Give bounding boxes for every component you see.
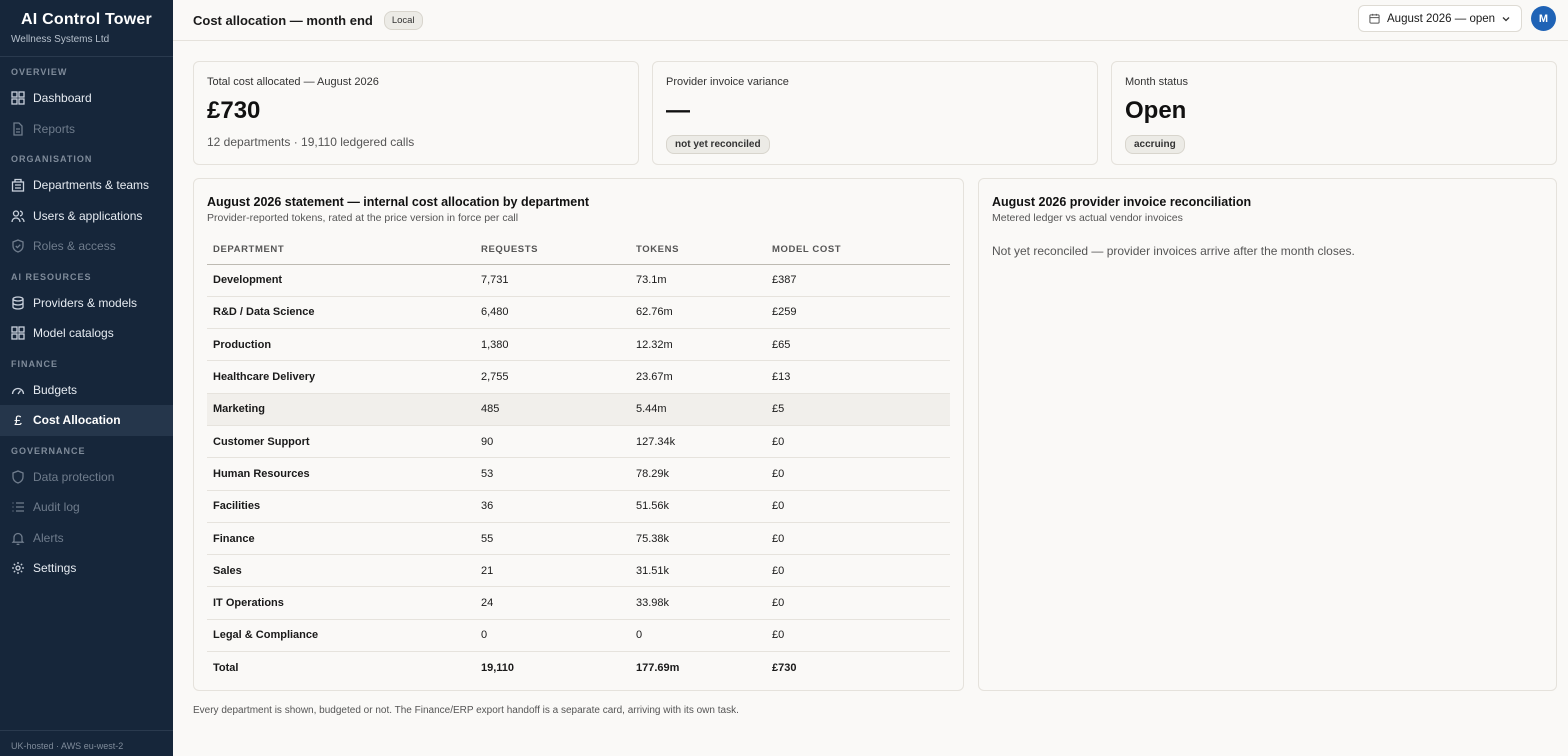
requests-cell: 53	[475, 458, 630, 490]
dept-cell: Finance	[207, 522, 475, 554]
period-select-value: August 2026 — open	[1387, 12, 1496, 25]
sidebar-item-roles[interactable]	[0, 231, 173, 262]
sidebar-item-label: Alerts	[33, 530, 64, 545]
table-total-row	[207, 652, 950, 684]
sidebar-item-data-protection[interactable]	[0, 462, 173, 493]
tokens-cell: 33.98k	[630, 587, 766, 619]
statement-subtitle: Provider-reported tokens, rated at the price version in force per call	[207, 212, 519, 224]
sidebar-item-cost-allocation[interactable]	[0, 405, 173, 436]
reconciliation-panel	[978, 178, 1557, 691]
database-icon	[11, 296, 25, 310]
table-row[interactable]	[207, 329, 950, 361]
gauge-icon	[11, 383, 25, 397]
footnote: Every department is shown, budgeted or not. The Finance/ERP export handoff is a separate card, arriving with its own task.	[193, 705, 739, 716]
sidebar-item-label: Providers & models	[33, 295, 138, 310]
kpi-label: Month status	[1125, 76, 1188, 88]
sidebar-item-settings[interactable]	[0, 553, 173, 584]
sidebar-item-departments[interactable]	[0, 170, 173, 201]
cost-cell: £13	[766, 361, 950, 393]
tokens-cell: 75.38k	[630, 522, 766, 554]
sidebar-item-providers[interactable]	[0, 288, 173, 319]
table-row[interactable]	[207, 555, 950, 587]
reconciliation-subtitle: Metered ledger vs actual vendor invoices	[992, 212, 1183, 224]
requests-cell: 36	[475, 490, 630, 522]
allocation-table	[207, 244, 950, 684]
status-badge: accruing	[1125, 135, 1185, 154]
total-cost: £730	[766, 652, 950, 684]
sidebar-item-label: Audit log	[33, 500, 80, 515]
table-row[interactable]	[207, 619, 950, 651]
kpi-label: Total cost allocated — August 2026	[207, 76, 379, 88]
cost-cell: £0	[766, 425, 950, 457]
sidebar-item-label: Settings	[33, 561, 77, 576]
sidebar-item-model-catalogs[interactable]	[0, 318, 173, 349]
sidebar	[0, 0, 173, 756]
avatar[interactable]: M	[1531, 6, 1556, 31]
kpi-value: —	[666, 97, 690, 124]
organisation-name: Wellness Systems Ltd	[11, 34, 110, 45]
requests-cell: 0	[475, 619, 630, 651]
shield-check-icon	[11, 239, 25, 253]
cost-cell: £65	[766, 329, 950, 361]
status-badge: not yet reconciled	[666, 135, 770, 154]
grid-icon	[11, 326, 25, 340]
month-status-card	[1111, 61, 1557, 165]
period-select[interactable]	[1358, 5, 1522, 32]
cost-cell: £0	[766, 555, 950, 587]
table-body	[207, 264, 950, 652]
sidebar-item-label: Reports	[33, 121, 76, 136]
sidebar-item-alerts[interactable]	[0, 523, 173, 554]
shield-icon	[11, 470, 25, 484]
cost-cell: £5	[766, 393, 950, 425]
sidebar-item-label: Roles & access	[33, 239, 116, 254]
nav-section-overview: OVERVIEW	[11, 67, 68, 77]
nav-section-finance: FINANCE	[11, 358, 58, 369]
document-icon	[11, 122, 25, 136]
tokens-cell: 78.29k	[630, 458, 766, 490]
page-title: Cost allocation — month end	[193, 12, 373, 28]
nav-section-organisation: ORGANISATION	[11, 154, 93, 164]
table-row[interactable]	[207, 361, 950, 393]
sidebar-item-label: Users & applications	[33, 208, 143, 223]
dept-cell: Facilities	[207, 490, 475, 522]
requests-cell: 6,480	[475, 296, 630, 328]
sidebar-item-budgets[interactable]	[0, 375, 173, 406]
bell-icon	[11, 531, 25, 545]
dept-cell: R&D / Data Science	[207, 296, 475, 328]
table-header-row	[207, 244, 950, 264]
total-cost-card	[193, 61, 639, 165]
gear-icon	[11, 561, 25, 575]
cost-cell: £0	[766, 619, 950, 651]
sidebar-item-label: Budgets	[33, 382, 78, 397]
hosting-info: UK-hosted · AWS eu-west-2	[0, 730, 173, 756]
dept-cell: Development	[207, 264, 475, 296]
tokens-cell: 31.51k	[630, 555, 766, 587]
kpi-subtext: 12 departments · 19,110 ledgered calls	[207, 135, 415, 149]
requests-cell: 485	[475, 393, 630, 425]
requests-cell: 21	[475, 555, 630, 587]
table-row[interactable]	[207, 490, 950, 522]
building-icon	[11, 178, 25, 192]
tokens-cell: 5.44m	[630, 393, 766, 425]
invoice-variance-card	[652, 61, 1098, 165]
dept-cell: Sales	[207, 555, 475, 587]
column-header-department[interactable]: DEPARTMENT	[207, 244, 475, 264]
table-row[interactable]	[207, 522, 950, 554]
sidebar-item-label: Cost Allocation	[33, 413, 121, 428]
sidebar-item-reports[interactable]	[0, 114, 173, 145]
dept-cell: Production	[207, 329, 475, 361]
table-row[interactable]	[207, 587, 950, 619]
list-icon	[11, 500, 25, 514]
sidebar-item-label: Dashboard	[33, 91, 92, 106]
nav-section-ai-resources: AI RESOURCES	[11, 271, 92, 282]
requests-cell: 1,380	[475, 329, 630, 361]
cost-cell: £0	[766, 458, 950, 490]
kpi-label: Provider invoice variance	[666, 76, 789, 88]
table-row[interactable]	[207, 425, 950, 457]
total-label: Total	[207, 652, 475, 684]
dept-cell: Marketing	[207, 393, 475, 425]
column-header-tokens[interactable]: TOKENS	[630, 244, 766, 264]
cost-cell: £387	[766, 264, 950, 296]
dept-cell: Legal & Compliance	[207, 619, 475, 651]
requests-cell: 24	[475, 587, 630, 619]
tokens-cell: 12.32m	[630, 329, 766, 361]
table-row[interactable]	[207, 296, 950, 328]
users-icon	[11, 209, 25, 223]
nav-section-governance: GOVERNANCE	[11, 445, 86, 456]
brand-title: AI Control Tower	[21, 11, 152, 28]
total-tokens: 177.69m	[630, 652, 766, 684]
header	[173, 0, 1568, 41]
tokens-cell: 23.67m	[630, 361, 766, 393]
tokens-cell: 51.56k	[630, 490, 766, 522]
statement-title: August 2026 statement — internal cost allocation by department	[207, 195, 590, 209]
table-row[interactable]	[207, 393, 950, 425]
cost-cell: £0	[766, 522, 950, 554]
kpi-value: £730	[207, 97, 261, 124]
grid-icon	[11, 91, 25, 105]
sidebar-item-dashboard[interactable]	[0, 83, 173, 114]
sidebar-item-audit-log[interactable]	[0, 492, 173, 523]
tokens-cell: 0	[630, 619, 766, 651]
reconciliation-title: August 2026 provider invoice reconciliation	[992, 195, 1252, 209]
brand	[0, 0, 173, 57]
table-row[interactable]	[207, 264, 950, 296]
total-requests: 19,110	[475, 652, 630, 684]
cost-cell: £0	[766, 490, 950, 522]
calendar-icon	[1369, 13, 1380, 24]
dept-cell: Human Resources	[207, 458, 475, 490]
pound-icon: £	[14, 412, 22, 429]
sidebar-item-label: Model catalogs	[33, 326, 114, 341]
requests-cell: 2,755	[475, 361, 630, 393]
table-row[interactable]	[207, 458, 950, 490]
tokens-cell: 127.34k	[630, 425, 766, 457]
sidebar-item-label: Data protection	[33, 469, 115, 484]
reconciliation-message: Not yet reconciled — provider invoices arrive after the month closes.	[992, 244, 1355, 258]
tokens-cell: 62.76m	[630, 296, 766, 328]
tokens-cell: 73.1m	[630, 264, 766, 296]
cost-cell: £259	[766, 296, 950, 328]
statement-panel	[193, 178, 964, 691]
kpi-value: Open	[1125, 97, 1187, 124]
chevron-down-icon	[1501, 14, 1511, 24]
requests-cell: 7,731	[475, 264, 630, 296]
sidebar-item-label: Departments & teams	[33, 178, 150, 193]
requests-cell: 55	[475, 522, 630, 554]
column-header-model-cost[interactable]: MODEL COST	[766, 244, 950, 264]
requests-cell: 90	[475, 425, 630, 457]
dept-cell: Healthcare Delivery	[207, 361, 475, 393]
dept-cell: IT Operations	[207, 587, 475, 619]
sidebar-item-users[interactable]	[0, 201, 173, 232]
cost-cell: £0	[766, 587, 950, 619]
dept-cell: Customer Support	[207, 425, 475, 457]
environment-badge: Local	[384, 11, 423, 30]
column-header-requests[interactable]: REQUESTS	[475, 244, 630, 264]
